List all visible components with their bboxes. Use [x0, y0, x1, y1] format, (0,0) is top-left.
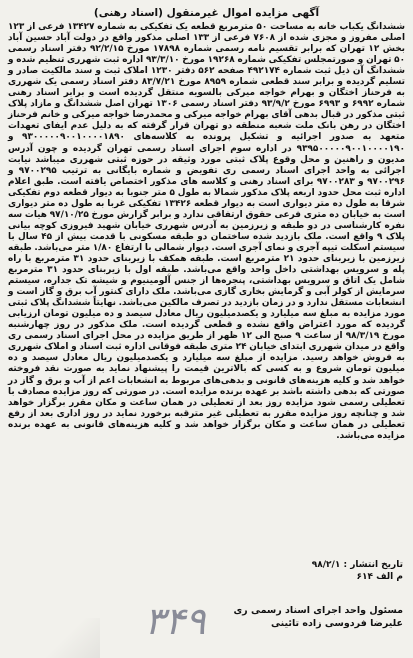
notice-meta [312, 560, 403, 583]
scan-shadow [0, 618, 100, 658]
signature-block [233, 604, 403, 630]
official-name: علیرضا فردوسی زاده تائینی [271, 618, 403, 629]
notice-title: آگهی مزایده اموال غیرمنقول (اسناد رهنی) [93, 7, 320, 19]
handwritten-number [120, 590, 230, 654]
ad-code: م الف ۶۱۴ [356, 571, 403, 582]
official-title: مسئول واحد اجرای اسناد رسمی ری [233, 605, 403, 616]
publish-date: تاریخ انتشار : ۹۸/۲/۱ [311, 560, 403, 570]
notice-body: ششدانگ یکباب خانه به مساحت ۵۰ مترمربع قطعه یک تفکیکی به شماره ۱۳۴۲۷ فرعی از ۱۲۳ اصلی مفروز و مجزی شده از ۷۶۰۸ فرعی از ۱۳۳ اصلی مذکور واقع در دولت آباد حسین آباد بخش ۱۲ تهران که برابر تقسیم نامه رسمی شماره ۱۷۸۹۸ مورخ ۹۲/۲/۱۵ دفتر اسناد رسمی ۵۰ تهران و صورتمجلس تفکیکی شماره ۱۹۲۶۸ مورخ ۹۳/۳/۱۰ اداره ثبت شهرری تنظیم شده و ششدانگ آن ذیل ثبت شماره ۴۹۲۱۷۴ صفحه ۵۶۲ دفتر ۱۲۳۰ املاک ثبت و سند مالکیت صادر و تسلیم گردیده و برابر سند قطعی شماره ۸۹۵۹ مورخ ۸۳/۷/۲۱ دفتر اسناد رسمی یک شهرری به فرحناز اختگان و بهرام خواجه میرکی بالسویه منتقل گردیده است و برابر اسناد رهنی شماره ۶۹۹۲ و ۶۹۹۳ مورخ ۹۳/۹/۲ دفتر اسناد رسمی ۱۳۰۶ تهران اصل ششدانگ و مازاد پلاک ثبتی مذکور در قبال بدهی آقای بهرام خواجه میرکی و محمدرضا خواجه میرکی و خانم فرحناز اختگان در رهن بانک ملت شعبه منطقه دو تهران قرار گرفته که به دلیل عدم ایفای تعهدات متعهد به صدور اجرائیه و تشکیل پرونده به کلاسه‌های ۹۳۰۰۰۰۰۹۰۰۱۰۰۰۰۱۸۹۰ و ۹۳۹۵۰۰۰۰۰۹۰۰۱۰۰۰۰۱۹۰ در اداره سوم اجرای اسناد رسمی تهران گردیده و چون آدرس مدیون و راهنین و محل وقوع پلاک ثبتی مورد وثیقه در حوزه ثبتی شهرری میباشد نیابت اجرائی به واحد اجرای اسناد رسمی ری تفویض و شماره بایگانی به ترتیب ۹۷۰۰۲۹۵ و ۹۷۰۰۲۹۶ و ۹۷۰۰۲۸۳ برای اسناد رهنی و کلاسه های مذکور اختصاص یافته است. طبق اعلام اداره ثبت محل حدود اربعه پلاک مذکور شمالا به طول ۵ متر جنوبا به دیوار قطعه دوم تفکیکی شرقا به طول ده متر دیواری است به دیوار قطعه ۱۳۴۲۶ تفکیکی غربا به طول ده متر دیواری است به خیابان ده متری فرعی حقوق ارتفاقی ندارد و برابر گزارش مورخ ۹۷/۱۰/۲۵ هیات سه نفره کارشناسی در دو طبقه و زیرزمین به آدرس شهرری خیابان شهید فیروزی کوچه بیانی پلاک ۹ واقع است. ملک بازدید شده ساختمان دو طبقه مسکونی با قدمت بیش از ۴۵ سال با سیستم اسکلت تیپه آجری و نمای آجری است. دیوار شمالی با ارتفاع ۱/۸۰ متر می‌باشد. طبقه زیرزمین با زیربنای حدود ۲۱ مترمربع است. طبقه همکف با زیربنای حدود ۳۱ مترمربع با راه پله و سرویس بهداشتی داخل واحد واقع می‌باشد. طبقه اول با زیربنای حدود ۳۱ مترمربع شامل یک اتاق و سرویس بهداشتی، پنجره‌ها از جنس آلومینیوم و شیشه تک جداره، سیستم سرمایش از کولر آبی و گرمایش بخاری گازی می‌باشد. ملک دارای کنتور آب برق و گاز است و انشعابات مستقل ندارد و در زمان بازدید در تصرف مالکین می‌باشد. نهایتاً ششدانگ پلاک ثبتی مورد مزایده به مبلغ سه میلیارد و یکصدمیلیون ریال معادل سیصد و ده میلیون تومان ارزیابی گردیده که مورد اعتراض واقع نشده و قطعی گردیده است. ملک مذکور در روز چهارشنبه مورخ ۹۸/۳/۱۹ از ساعت ۹ صبح الی ۱۲ ظهر از طریق مزایده در محل اجرای اسناد رسمی ری واقع در میدان شهرری ابتدای خیابان ۲۴ متری طبقه فوقانی اداره ثبت اسناد و املاک شهرری به فروش خواهد رسید. مزایده از مبلغ سه میلیارد و یکصدمیلیون ریال معادل سیصد و ده میلیون تومان شروع و به کسی که بالاترین قیمت را پیشنهاد نماید به صورت نقد فروخته خواهد شد و کلیه هزینه‌های قانونی و بدهی‌های مربوط به انشعابات اعم از آب و برق و گاز در صورتی که بدهی داشته باشد بر عهده برنده مزایده است. در صورتی که روز مزایده مصادف با تعطیلی رسمی شود مزایده روز بعد از تعطیلی در همان ساعت و مکان مقرر برگزار خواهد شد و چنانچه روز مزایده مقرر به تعطیلی غیر مترقبه برخورد نماید در روز اداری بعد از رفع تعطیلی در همان ساعت و مکان برگزار خواهد شد و کلیه هزینه‌های قانونی به عهده برنده مزایده می‌باشد. [8, 22, 406, 441]
handwritten-number-text: ۳۴۹ [144, 599, 206, 643]
auction-notice [8, 6, 405, 442]
